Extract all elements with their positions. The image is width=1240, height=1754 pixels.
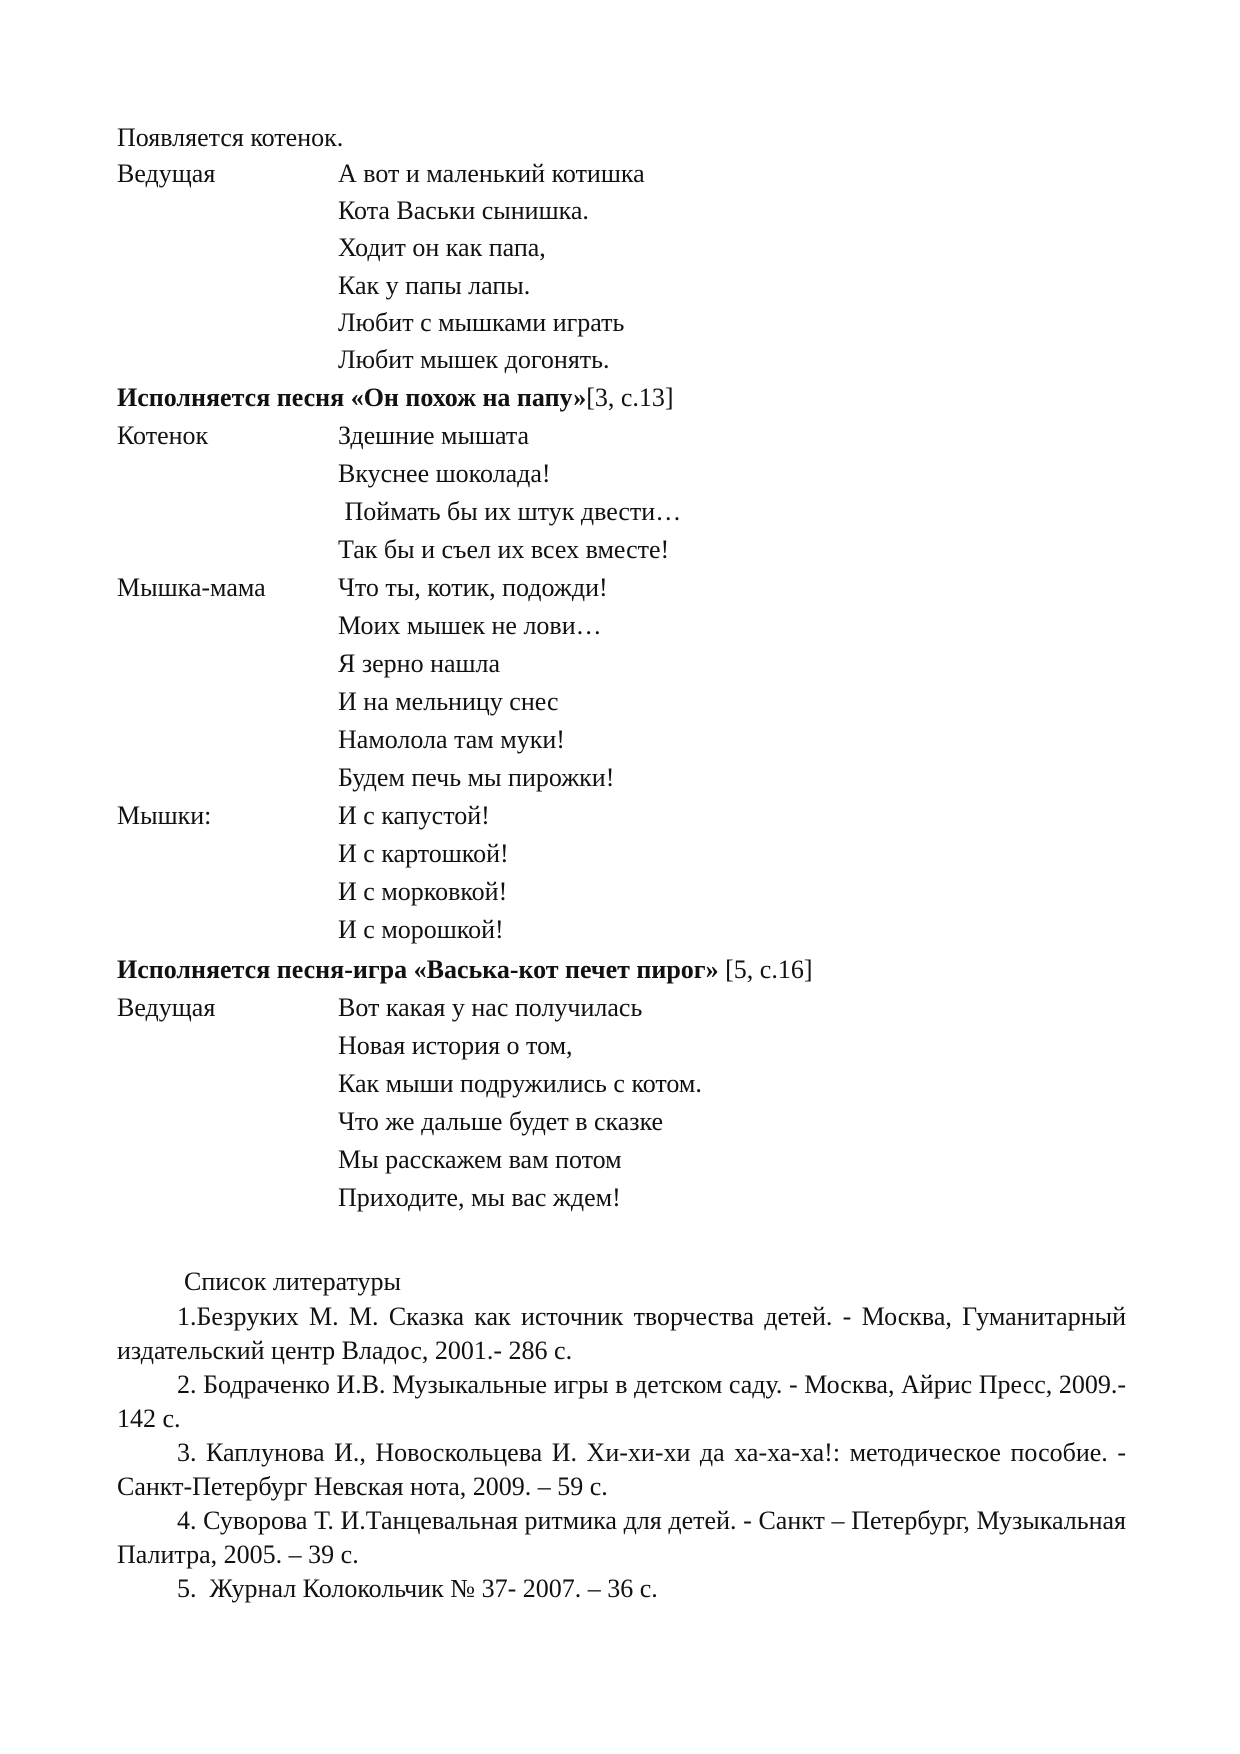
- verse-line: Приходите, мы вас ждем!: [338, 1183, 621, 1212]
- verse-line: И на мельницу снес: [338, 687, 559, 716]
- song-citation: [5, с.16]: [718, 955, 813, 984]
- verse-line: Любит мышек догонять.: [338, 345, 610, 374]
- verse-line: Вот какая у нас получилась: [338, 993, 643, 1022]
- song-title: Исполняется песня-игра «Васька-кот печет пирог»: [117, 955, 719, 984]
- verse-line: Поймать бы их штук двести…: [338, 497, 682, 526]
- verse-line: И с морошкой!: [338, 915, 504, 944]
- verse-line: И с картошкой!: [338, 839, 509, 868]
- song-citation: [3, с.13]: [586, 383, 674, 412]
- reference-list: [117, 1264, 1126, 1606]
- verse-line: Кота Васьки сынишка.: [338, 196, 589, 225]
- verse-line: Что же дальше будет в сказке: [338, 1107, 664, 1136]
- stage-direction: Появляется котенок.: [117, 123, 344, 152]
- reference-item: 3. Каплунова И., Новоскольцева И. Хи-хи-хи да ха-ха-ха!: методическое пособие. - Санкт-Петербург Невская нота, 2009. – 59 с.: [117, 1438, 1126, 1501]
- verse-line: Вкуснее шоколада!: [338, 459, 551, 488]
- song-title: Исполняется песня «Он похож на папу»: [117, 383, 587, 412]
- verse-line: Я зерно нашла: [338, 649, 501, 678]
- song-heading: [117, 952, 812, 988]
- verse-line: Как у папы лапы.: [338, 271, 531, 300]
- verse-line: А вот и маленький котишка: [338, 159, 645, 188]
- verse-line: Ходит он как папа,: [338, 233, 546, 262]
- verse-line: Что ты, котик, подожди!: [338, 573, 608, 602]
- reference-item: 1.Безруких М. М. Сказка как источник творчества детей. - Москва, Гуманитарный издательский центр Владос, 2001.- 286 с.: [117, 1302, 1126, 1365]
- verse-line: Моих мышек не лови…: [338, 611, 602, 640]
- speaker-name: Котенок: [117, 421, 209, 450]
- verse-line: И с морковкой!: [338, 877, 508, 906]
- song-heading: [117, 380, 674, 416]
- verse-line: Как мыши подружились с котом.: [338, 1069, 702, 1098]
- verse-line: И с капустой!: [338, 801, 490, 830]
- verse-line: Здешние мышата: [338, 421, 530, 450]
- verse-line: Новая история о том,: [338, 1031, 573, 1060]
- reference-item: 2. Бодраченко И.В. Музыкальные игры в детском саду. - Москва, Айрис Пресс, 2009.- 142 с.: [117, 1370, 1126, 1433]
- verse-line: Будем печь мы пирожки!: [338, 763, 615, 792]
- speaker-name: Ведущая: [117, 159, 216, 188]
- verse-line: Любит с мышками играть: [338, 308, 625, 337]
- reference-item: 4. Суворова Т. И.Танцевальная ритмика для детей. - Санкт – Петербург, Музыкальная Палитра, 2005. – 39 с.: [117, 1506, 1126, 1569]
- speaker-name: Мышки:: [117, 801, 212, 830]
- verse-line: Намолола там муки!: [338, 725, 565, 754]
- speaker-name: Мышка-мама: [117, 573, 266, 602]
- reference-list-title: Список литературы: [184, 1267, 401, 1296]
- verse-line: Мы расскажем вам потом: [338, 1145, 622, 1174]
- verse-line: Так бы и съел их всех вместе!: [338, 535, 670, 564]
- reference-item: 5. Журнал Колокольчик № 37- 2007. – 36 с.: [177, 1574, 658, 1603]
- speaker-name: Ведущая: [117, 993, 216, 1022]
